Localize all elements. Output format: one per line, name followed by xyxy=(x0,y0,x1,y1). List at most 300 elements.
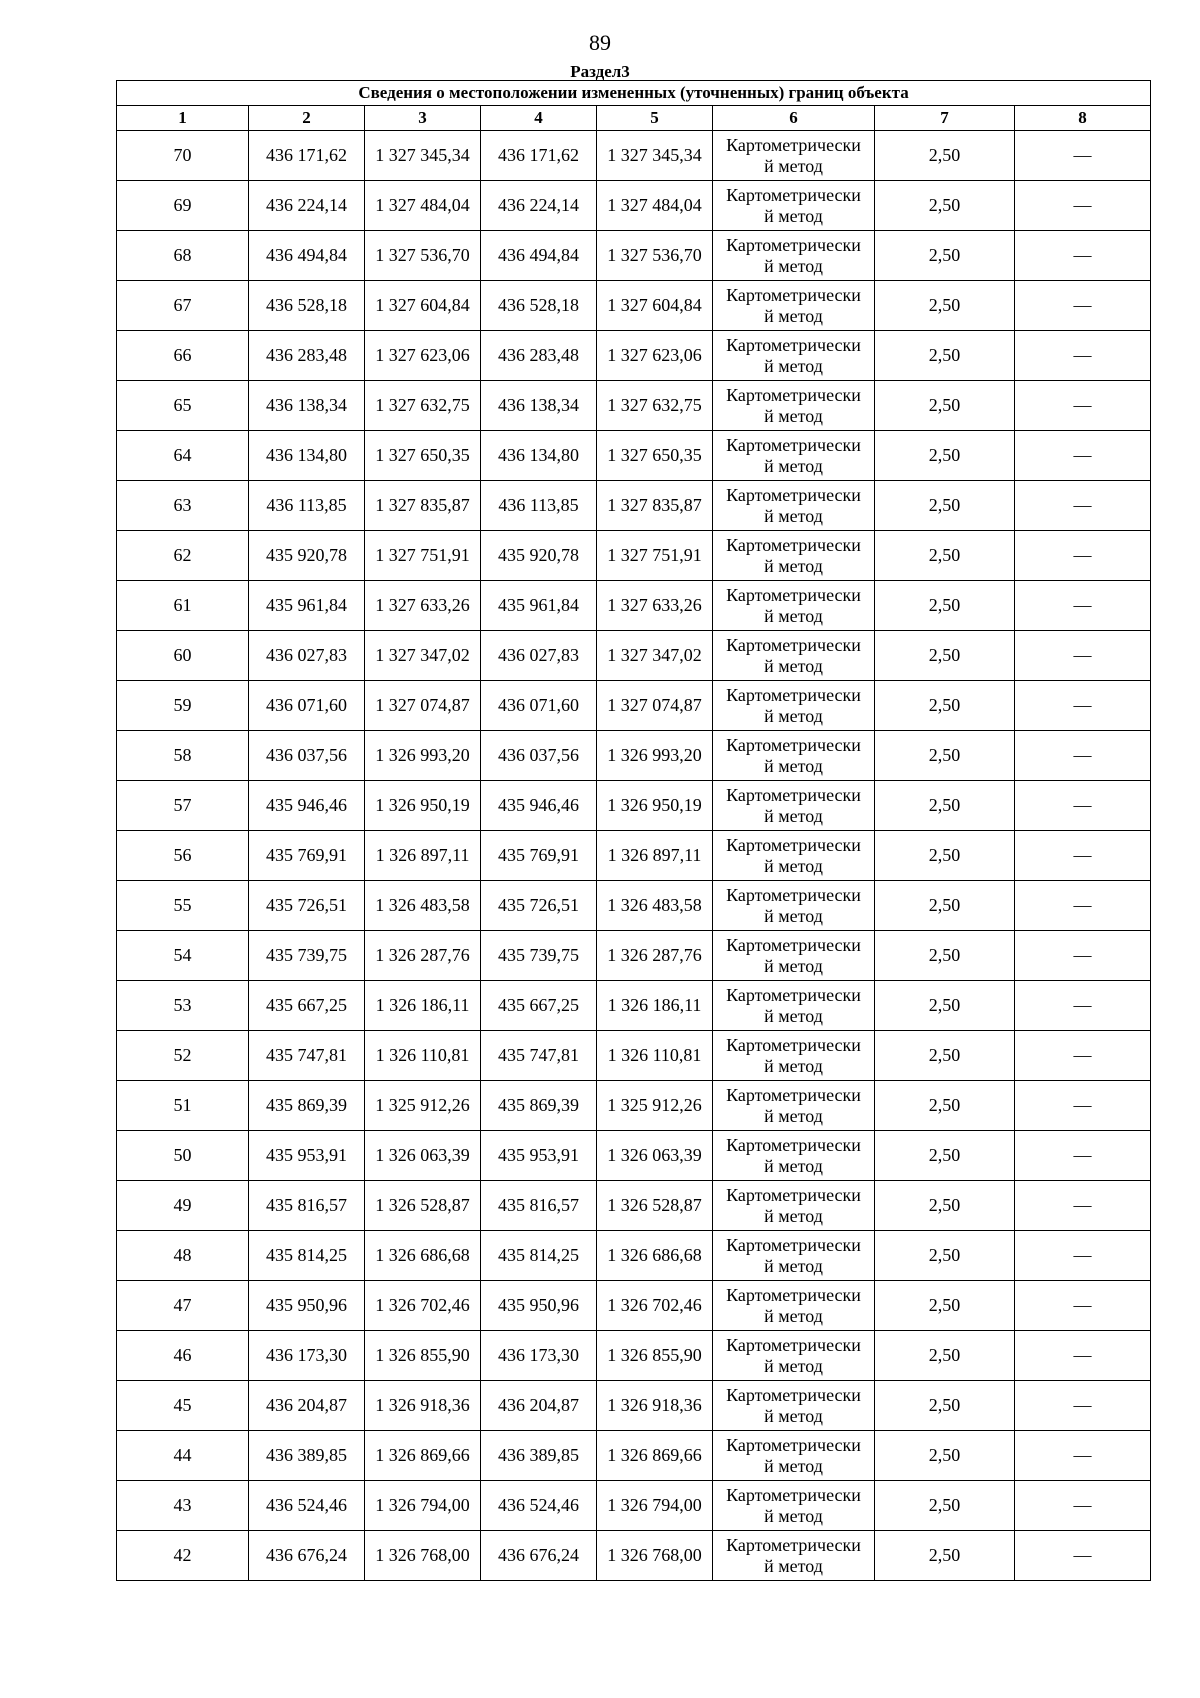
cell-desc: — xyxy=(1015,381,1151,431)
cell-acc: 2,50 xyxy=(875,681,1015,731)
cell-x1: 436 134,80 xyxy=(249,431,365,481)
cell-y2: 1 327 751,91 xyxy=(597,531,713,581)
cell-y2: 1 326 702,46 xyxy=(597,1281,713,1331)
cell-y1: 1 326 528,87 xyxy=(365,1181,481,1231)
table-row xyxy=(117,981,1151,1031)
cell-method xyxy=(713,131,875,181)
cell-x2: 435 961,84 xyxy=(481,581,597,631)
cell-acc: 2,50 xyxy=(875,331,1015,381)
method-line-1: Картометрически xyxy=(726,1534,861,1555)
table-caption-row xyxy=(117,81,1151,106)
cell-y2: 1 326 918,36 xyxy=(597,1381,713,1431)
cell-x2: 436 676,24 xyxy=(481,1531,597,1581)
cell-y1: 1 327 650,35 xyxy=(365,431,481,481)
cell-x1: 435 726,51 xyxy=(249,881,365,931)
cell-y1: 1 327 345,34 xyxy=(365,131,481,181)
cell-desc: — xyxy=(1015,681,1151,731)
cell-method xyxy=(713,931,875,981)
cell-x2: 436 494,84 xyxy=(481,231,597,281)
table-row xyxy=(117,631,1151,681)
cell-x1: 435 961,84 xyxy=(249,581,365,631)
cell-y2: 1 327 345,34 xyxy=(597,131,713,181)
cell-acc: 2,50 xyxy=(875,1231,1015,1281)
method-line-1: Картометрически xyxy=(726,584,861,605)
cell-n: 51 xyxy=(117,1081,249,1131)
table-row xyxy=(117,181,1151,231)
cell-n: 47 xyxy=(117,1281,249,1331)
method-line-1: Картометрически xyxy=(726,1134,861,1155)
cell-acc: 2,50 xyxy=(875,431,1015,481)
cell-n: 48 xyxy=(117,1231,249,1281)
cell-x1: 435 667,25 xyxy=(249,981,365,1031)
cell-x1: 435 920,78 xyxy=(249,531,365,581)
method-line-2: й метод xyxy=(764,1305,823,1326)
cell-desc: — xyxy=(1015,1481,1151,1531)
cell-x2: 436 071,60 xyxy=(481,681,597,731)
cell-method xyxy=(713,231,875,281)
cell-n: 68 xyxy=(117,231,249,281)
method-line-2: й метод xyxy=(764,955,823,976)
cell-x2: 436 389,85 xyxy=(481,1431,597,1481)
table-row xyxy=(117,1381,1151,1431)
cell-method xyxy=(713,1381,875,1431)
cell-y1: 1 327 074,87 xyxy=(365,681,481,731)
cell-y1: 1 325 912,26 xyxy=(365,1081,481,1131)
method-line-2: й метод xyxy=(764,405,823,426)
cell-x1: 436 027,83 xyxy=(249,631,365,681)
cell-acc: 2,50 xyxy=(875,581,1015,631)
cell-desc: — xyxy=(1015,1531,1151,1581)
table-row xyxy=(117,1231,1151,1281)
section-title: Раздел3 xyxy=(570,62,630,81)
cell-method xyxy=(713,1531,875,1581)
table-row xyxy=(117,731,1151,781)
cell-acc: 2,50 xyxy=(875,1431,1015,1481)
cell-y2: 1 327 623,06 xyxy=(597,331,713,381)
cell-y2: 1 326 186,11 xyxy=(597,981,713,1031)
cell-n: 69 xyxy=(117,181,249,231)
cell-acc: 2,50 xyxy=(875,1481,1015,1531)
cell-y2: 1 326 950,19 xyxy=(597,781,713,831)
column-header: 4 xyxy=(481,106,597,131)
column-header: 7 xyxy=(875,106,1015,131)
cell-x1: 436 138,34 xyxy=(249,381,365,431)
cell-y1: 1 326 063,39 xyxy=(365,1131,481,1181)
cell-method xyxy=(713,831,875,881)
cell-y1: 1 327 632,75 xyxy=(365,381,481,431)
cell-n: 64 xyxy=(117,431,249,481)
cell-x2: 436 204,87 xyxy=(481,1381,597,1431)
method-line-2: й метод xyxy=(764,855,823,876)
cell-x2: 436 224,14 xyxy=(481,181,597,231)
cell-method xyxy=(713,581,875,631)
cell-y2: 1 327 632,75 xyxy=(597,381,713,431)
method-line-1: Картометрически xyxy=(726,834,861,855)
cell-y1: 1 326 686,68 xyxy=(365,1231,481,1281)
cell-y2: 1 326 287,76 xyxy=(597,931,713,981)
cell-y1: 1 326 483,58 xyxy=(365,881,481,931)
table-row xyxy=(117,281,1151,331)
cell-method xyxy=(713,1081,875,1131)
method-line-1: Картометрически xyxy=(726,1184,861,1205)
cell-desc: — xyxy=(1015,181,1151,231)
cell-acc: 2,50 xyxy=(875,531,1015,581)
cell-x1: 435 769,91 xyxy=(249,831,365,881)
method-line-1: Картометрически xyxy=(726,934,861,955)
cell-n: 42 xyxy=(117,1531,249,1581)
method-line-1: Картометрически xyxy=(726,234,861,255)
cell-desc: — xyxy=(1015,1281,1151,1331)
cell-method xyxy=(713,981,875,1031)
cell-n: 63 xyxy=(117,481,249,531)
cell-y1: 1 327 484,04 xyxy=(365,181,481,231)
method-line-2: й метод xyxy=(764,1205,823,1226)
cell-desc: — xyxy=(1015,431,1151,481)
cell-acc: 2,50 xyxy=(875,231,1015,281)
table-row xyxy=(117,1081,1151,1131)
cell-method xyxy=(713,381,875,431)
cell-acc: 2,50 xyxy=(875,781,1015,831)
cell-desc: — xyxy=(1015,781,1151,831)
method-line-2: й метод xyxy=(764,1405,823,1426)
cell-y2: 1 325 912,26 xyxy=(597,1081,713,1131)
cell-desc: — xyxy=(1015,231,1151,281)
cell-x2: 436 524,46 xyxy=(481,1481,597,1531)
cell-y1: 1 327 536,70 xyxy=(365,231,481,281)
cell-y1: 1 327 751,91 xyxy=(365,531,481,581)
method-line-1: Картометрически xyxy=(726,1034,861,1055)
cell-desc: — xyxy=(1015,581,1151,631)
cell-y1: 1 326 855,90 xyxy=(365,1331,481,1381)
table-row xyxy=(117,1531,1151,1581)
method-line-2: й метод xyxy=(764,505,823,526)
cell-n: 50 xyxy=(117,1131,249,1181)
table-row xyxy=(117,381,1151,431)
table-row xyxy=(117,931,1151,981)
cell-n: 54 xyxy=(117,931,249,981)
method-line-1: Картометрически xyxy=(726,434,861,455)
cell-n: 55 xyxy=(117,881,249,931)
method-line-1: Картометрически xyxy=(726,1334,861,1355)
column-header: 3 xyxy=(365,106,481,131)
cell-method xyxy=(713,681,875,731)
cell-desc: — xyxy=(1015,1431,1151,1481)
cell-y2: 1 326 855,90 xyxy=(597,1331,713,1381)
cell-x2: 436 113,85 xyxy=(481,481,597,531)
method-line-1: Картометрически xyxy=(726,984,861,1005)
cell-n: 58 xyxy=(117,731,249,781)
cell-y1: 1 327 623,06 xyxy=(365,331,481,381)
cell-x2: 435 946,46 xyxy=(481,781,597,831)
cell-acc: 2,50 xyxy=(875,381,1015,431)
cell-desc: — xyxy=(1015,1381,1151,1431)
table-caption: Сведения о местоположении измененных (уточненных) границ объекта xyxy=(117,81,1151,106)
table-row xyxy=(117,331,1151,381)
cell-acc: 2,50 xyxy=(875,481,1015,531)
method-line-1: Картометрически xyxy=(726,634,861,655)
table-row xyxy=(117,431,1151,481)
method-line-2: й метод xyxy=(764,655,823,676)
method-line-2: й метод xyxy=(764,1355,823,1376)
cell-method xyxy=(713,1231,875,1281)
cell-x1: 436 113,85 xyxy=(249,481,365,531)
cell-x2: 435 869,39 xyxy=(481,1081,597,1131)
method-line-1: Картометрически xyxy=(726,1234,861,1255)
cell-method xyxy=(713,781,875,831)
cell-y1: 1 326 794,00 xyxy=(365,1481,481,1531)
cell-method xyxy=(713,1331,875,1381)
cell-y2: 1 326 528,87 xyxy=(597,1181,713,1231)
cell-desc: — xyxy=(1015,881,1151,931)
cell-desc: — xyxy=(1015,331,1151,381)
cell-y2: 1 326 686,68 xyxy=(597,1231,713,1281)
method-line-2: й метод xyxy=(764,255,823,276)
cell-acc: 2,50 xyxy=(875,131,1015,181)
cell-y1: 1 326 287,76 xyxy=(365,931,481,981)
method-line-1: Картометрически xyxy=(726,284,861,305)
cell-x1: 435 946,46 xyxy=(249,781,365,831)
method-line-2: й метод xyxy=(764,1505,823,1526)
cell-desc: — xyxy=(1015,1031,1151,1081)
cell-y1: 1 326 918,36 xyxy=(365,1381,481,1431)
cell-acc: 2,50 xyxy=(875,631,1015,681)
cell-y1: 1 326 702,46 xyxy=(365,1281,481,1331)
cell-x1: 436 071,60 xyxy=(249,681,365,731)
method-line-2: й метод xyxy=(764,305,823,326)
cell-x1: 436 676,24 xyxy=(249,1531,365,1581)
cell-y2: 1 327 484,04 xyxy=(597,181,713,231)
cell-n: 70 xyxy=(117,131,249,181)
cell-y1: 1 326 768,00 xyxy=(365,1531,481,1581)
cell-method xyxy=(713,331,875,381)
method-line-2: й метод xyxy=(764,705,823,726)
table-body xyxy=(117,131,1151,1581)
cell-desc: — xyxy=(1015,1181,1151,1231)
cell-x1: 435 869,39 xyxy=(249,1081,365,1131)
cell-n: 57 xyxy=(117,781,249,831)
cell-y2: 1 327 650,35 xyxy=(597,431,713,481)
cell-method xyxy=(713,1131,875,1181)
cell-x2: 435 920,78 xyxy=(481,531,597,581)
cell-x1: 435 747,81 xyxy=(249,1031,365,1081)
cell-n: 66 xyxy=(117,331,249,381)
cell-acc: 2,50 xyxy=(875,1181,1015,1231)
column-header: 6 xyxy=(713,106,875,131)
cell-acc: 2,50 xyxy=(875,731,1015,781)
table-row xyxy=(117,531,1151,581)
cell-acc: 2,50 xyxy=(875,1531,1015,1581)
cell-x2: 435 816,57 xyxy=(481,1181,597,1231)
method-line-1: Картометрически xyxy=(726,684,861,705)
cell-acc: 2,50 xyxy=(875,1331,1015,1381)
cell-acc: 2,50 xyxy=(875,181,1015,231)
cell-desc: — xyxy=(1015,981,1151,1031)
cell-y1: 1 326 950,19 xyxy=(365,781,481,831)
cell-desc: — xyxy=(1015,281,1151,331)
table-row xyxy=(117,231,1151,281)
cell-y2: 1 326 483,58 xyxy=(597,881,713,931)
cell-x1: 436 283,48 xyxy=(249,331,365,381)
cell-y1: 1 327 835,87 xyxy=(365,481,481,531)
cell-desc: — xyxy=(1015,131,1151,181)
cell-n: 45 xyxy=(117,1381,249,1431)
cell-x2: 436 528,18 xyxy=(481,281,597,331)
table-row xyxy=(117,131,1151,181)
cell-y2: 1 327 633,26 xyxy=(597,581,713,631)
cell-acc: 2,50 xyxy=(875,881,1015,931)
cell-acc: 2,50 xyxy=(875,281,1015,331)
cell-desc: — xyxy=(1015,1131,1151,1181)
cell-acc: 2,50 xyxy=(875,1381,1015,1431)
cell-desc: — xyxy=(1015,531,1151,581)
cell-x2: 436 171,62 xyxy=(481,131,597,181)
boundary-coordinates-table xyxy=(116,80,1151,1581)
method-line-1: Картометрически xyxy=(726,534,861,555)
table-row xyxy=(117,1331,1151,1381)
cell-acc: 2,50 xyxy=(875,1081,1015,1131)
table-row xyxy=(117,881,1151,931)
cell-n: 60 xyxy=(117,631,249,681)
cell-x1: 435 953,91 xyxy=(249,1131,365,1181)
method-line-1: Картометрически xyxy=(726,1484,861,1505)
cell-n: 52 xyxy=(117,1031,249,1081)
cell-x2: 436 037,56 xyxy=(481,731,597,781)
method-line-2: й метод xyxy=(764,1155,823,1176)
cell-x1: 436 528,18 xyxy=(249,281,365,331)
method-line-1: Картометрически xyxy=(726,1084,861,1105)
cell-desc: — xyxy=(1015,931,1151,981)
cell-y1: 1 326 993,20 xyxy=(365,731,481,781)
cell-y2: 1 326 897,11 xyxy=(597,831,713,881)
cell-method xyxy=(713,1031,875,1081)
cell-y1: 1 326 186,11 xyxy=(365,981,481,1031)
cell-n: 43 xyxy=(117,1481,249,1531)
cell-acc: 2,50 xyxy=(875,931,1015,981)
cell-x2: 435 739,75 xyxy=(481,931,597,981)
cell-y2: 1 326 993,20 xyxy=(597,731,713,781)
cell-y2: 1 327 347,02 xyxy=(597,631,713,681)
method-line-2: й метод xyxy=(764,1255,823,1276)
cell-method xyxy=(713,731,875,781)
cell-n: 59 xyxy=(117,681,249,731)
table-row xyxy=(117,481,1151,531)
cell-x2: 435 667,25 xyxy=(481,981,597,1031)
cell-x2: 435 747,81 xyxy=(481,1031,597,1081)
cell-n: 65 xyxy=(117,381,249,431)
table-row xyxy=(117,831,1151,881)
cell-x1: 436 494,84 xyxy=(249,231,365,281)
cell-y1: 1 326 897,11 xyxy=(365,831,481,881)
cell-method xyxy=(713,1281,875,1331)
cell-x1: 436 389,85 xyxy=(249,1431,365,1481)
cell-y2: 1 326 063,39 xyxy=(597,1131,713,1181)
cell-x1: 436 224,14 xyxy=(249,181,365,231)
method-line-2: й метод xyxy=(764,555,823,576)
column-header: 2 xyxy=(249,106,365,131)
cell-y2: 1 326 110,81 xyxy=(597,1031,713,1081)
table-row xyxy=(117,1281,1151,1331)
method-line-2: й метод xyxy=(764,605,823,626)
method-line-1: Картометрически xyxy=(726,134,861,155)
method-line-2: й метод xyxy=(764,755,823,776)
cell-x2: 435 814,25 xyxy=(481,1231,597,1281)
cell-y1: 1 326 110,81 xyxy=(365,1031,481,1081)
table-row xyxy=(117,1031,1151,1081)
cell-acc: 2,50 xyxy=(875,1031,1015,1081)
cell-n: 46 xyxy=(117,1331,249,1381)
cell-y2: 1 326 869,66 xyxy=(597,1431,713,1481)
cell-x1: 436 171,62 xyxy=(249,131,365,181)
table-row xyxy=(117,681,1151,731)
cell-x2: 436 027,83 xyxy=(481,631,597,681)
method-line-1: Картометрически xyxy=(726,734,861,755)
cell-n: 62 xyxy=(117,531,249,581)
method-line-2: й метод xyxy=(764,1105,823,1126)
page-number: 89 xyxy=(589,30,611,55)
cell-acc: 2,50 xyxy=(875,831,1015,881)
cell-x2: 436 283,48 xyxy=(481,331,597,381)
method-line-2: й метод xyxy=(764,355,823,376)
cell-method xyxy=(713,1431,875,1481)
cell-method xyxy=(713,631,875,681)
cell-method xyxy=(713,481,875,531)
method-line-1: Картометрически xyxy=(726,884,861,905)
cell-x2: 436 173,30 xyxy=(481,1331,597,1381)
cell-x1: 436 204,87 xyxy=(249,1381,365,1431)
cell-y1: 1 327 633,26 xyxy=(365,581,481,631)
column-number-row xyxy=(117,106,1151,131)
cell-method xyxy=(713,181,875,231)
cell-desc: — xyxy=(1015,1331,1151,1381)
table-row xyxy=(117,581,1151,631)
column-header: 8 xyxy=(1015,106,1151,131)
cell-x1: 435 950,96 xyxy=(249,1281,365,1331)
cell-method xyxy=(713,881,875,931)
method-line-2: й метод xyxy=(764,1055,823,1076)
method-line-2: й метод xyxy=(764,805,823,826)
cell-n: 56 xyxy=(117,831,249,881)
cell-desc: — xyxy=(1015,1231,1151,1281)
method-line-2: й метод xyxy=(764,205,823,226)
cell-y1: 1 326 869,66 xyxy=(365,1431,481,1481)
method-line-2: й метод xyxy=(764,455,823,476)
cell-n: 53 xyxy=(117,981,249,1031)
cell-x2: 435 726,51 xyxy=(481,881,597,931)
cell-n: 44 xyxy=(117,1431,249,1481)
table-row xyxy=(117,1181,1151,1231)
method-line-1: Картометрически xyxy=(726,784,861,805)
cell-y2: 1 327 835,87 xyxy=(597,481,713,531)
method-line-2: й метод xyxy=(764,1005,823,1026)
cell-desc: — xyxy=(1015,631,1151,681)
cell-y2: 1 326 794,00 xyxy=(597,1481,713,1531)
table-row xyxy=(117,781,1151,831)
table-row xyxy=(117,1431,1151,1481)
cell-y2: 1 326 768,00 xyxy=(597,1531,713,1581)
cell-x2: 435 950,96 xyxy=(481,1281,597,1331)
cell-x1: 436 173,30 xyxy=(249,1331,365,1381)
cell-y1: 1 327 347,02 xyxy=(365,631,481,681)
cell-desc: — xyxy=(1015,481,1151,531)
method-line-2: й метод xyxy=(764,1555,823,1576)
column-header: 5 xyxy=(597,106,713,131)
method-line-1: Картометрически xyxy=(726,334,861,355)
cell-x1: 436 524,46 xyxy=(249,1481,365,1531)
cell-y2: 1 327 604,84 xyxy=(597,281,713,331)
method-line-1: Картометрически xyxy=(726,384,861,405)
column-header: 1 xyxy=(117,106,249,131)
cell-y2: 1 327 074,87 xyxy=(597,681,713,731)
